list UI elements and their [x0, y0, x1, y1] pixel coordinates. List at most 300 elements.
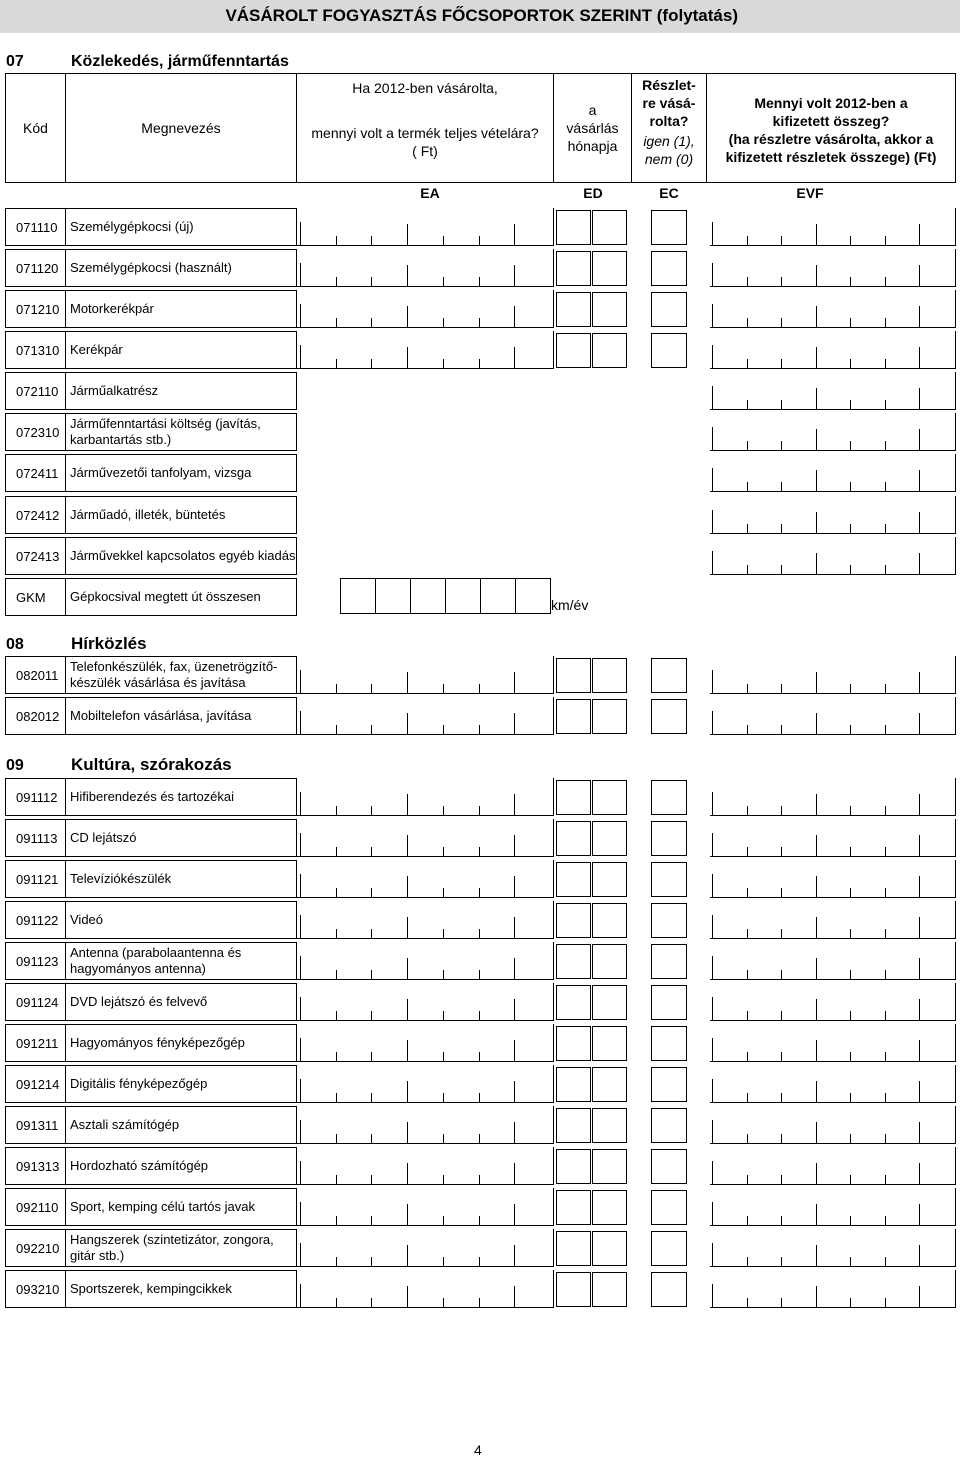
ea-tick: [514, 835, 515, 857]
evf-tick: [781, 806, 782, 816]
evf-tick: [816, 306, 817, 328]
ea-tick: [336, 1298, 337, 1308]
evf-tick: [919, 999, 920, 1021]
ec-input[interactable]: [651, 821, 687, 856]
km-input-digit[interactable]: [410, 578, 446, 614]
ec-input[interactable]: [651, 1067, 687, 1102]
ed-input-month-1[interactable]: [556, 862, 591, 897]
ea-tick: [407, 1163, 408, 1185]
ed-input-month-2[interactable]: [592, 292, 627, 327]
evf-tick: [781, 565, 782, 575]
ea-tick: [479, 970, 480, 980]
ec-input[interactable]: [651, 862, 687, 897]
ea-edge: [300, 915, 301, 939]
km-input-digit[interactable]: [480, 578, 516, 614]
evf-tick: [747, 888, 748, 898]
ec-input[interactable]: [651, 1026, 687, 1061]
ed-input-month-2[interactable]: [592, 1026, 627, 1061]
section-number-08: 08: [6, 636, 24, 653]
ed-input-month-2[interactable]: [592, 1108, 627, 1143]
ed-input-month-1[interactable]: [556, 1149, 591, 1184]
row-code-091123: 091123: [5, 942, 66, 980]
evf-tick: [747, 482, 748, 492]
row-name: Sport, kemping célú tartós javak: [70, 1199, 255, 1214]
ea-tick: [371, 1011, 372, 1021]
evf-tick: [816, 917, 817, 939]
evf-tick: [747, 684, 748, 694]
row-code-082012: 082012: [5, 697, 66, 735]
ea-tick: [514, 1245, 515, 1267]
ea-input[interactable]: [296, 697, 554, 735]
evf-edge: [712, 956, 713, 980]
ea-input[interactable]: [296, 901, 554, 939]
ea-tick: [371, 847, 372, 857]
row-name: Személygépkocsi (új): [70, 219, 194, 234]
ea-input[interactable]: [296, 1065, 554, 1103]
row-code-093210: 093210: [5, 1270, 66, 1308]
evf-tick: [816, 1122, 817, 1144]
ed-input-month-2[interactable]: [592, 821, 627, 856]
evf-edge: [712, 711, 713, 735]
ec-input[interactable]: [651, 944, 687, 979]
ec-input[interactable]: [651, 1108, 687, 1143]
ec-input[interactable]: [651, 699, 687, 734]
ea-input[interactable]: [296, 290, 554, 328]
evf-tick: [781, 684, 782, 694]
evf-edge: [712, 510, 713, 534]
ea-tick: [336, 1134, 337, 1144]
ed-input-month-1[interactable]: [556, 699, 591, 734]
row-name: Motorkerékpár: [70, 301, 154, 316]
evf-tick: [816, 835, 817, 857]
ed-input-month-1[interactable]: [556, 1231, 591, 1266]
row-code-082011: 082011: [5, 656, 66, 694]
row-code-071120: 071120: [5, 249, 66, 287]
ed-input-month-2[interactable]: [592, 985, 627, 1020]
column-code-ed: ED: [583, 185, 603, 201]
km-unit-label: km/év: [551, 597, 589, 613]
evf-tick: [850, 1093, 851, 1103]
evf-tick: [781, 1011, 782, 1021]
evf-tick: [850, 1216, 851, 1226]
ed-input-month-1[interactable]: [556, 1026, 591, 1061]
evf-tick: [747, 970, 748, 980]
ea-tick: [479, 725, 480, 735]
header-ea-bottom: mennyi volt a termék teljes vételára? ( Ft): [311, 125, 539, 159]
ec-input[interactable]: [651, 1190, 687, 1225]
evf-edge: [712, 1079, 713, 1103]
evf-tick: [781, 482, 782, 492]
ed-input-month-2[interactable]: [592, 1272, 627, 1307]
row-code-092210: 092210: [5, 1229, 66, 1267]
ec-input[interactable]: [651, 658, 687, 693]
evf-tick: [885, 1175, 886, 1185]
ed-input-month-2[interactable]: [592, 699, 627, 734]
evf-tick: [816, 224, 817, 246]
section-title-09: Kultúra, szórakozás: [71, 755, 232, 774]
km-input-digit[interactable]: [340, 578, 376, 614]
column-code-evf: EVF: [796, 185, 824, 201]
evf-tick: [885, 684, 886, 694]
ea-tick: [479, 929, 480, 939]
row-code-072110: 072110: [5, 372, 66, 410]
row-name: Járműfenntartási költség (javítás, karbantartás stb.): [70, 416, 261, 447]
header-ea-top: Ha 2012-ben vásárolta,: [352, 80, 498, 96]
ea-edge: [300, 997, 301, 1021]
ec-input[interactable]: [651, 780, 687, 815]
evf-tick: [919, 265, 920, 287]
ea-tick: [336, 277, 337, 287]
evf-tick: [816, 1245, 817, 1267]
row-name: Hagyományos fényképezőgép: [70, 1035, 245, 1050]
ed-input-month-2[interactable]: [592, 862, 627, 897]
km-input-digit[interactable]: [375, 578, 411, 614]
ec-input[interactable]: [651, 1231, 687, 1266]
ea-tick: [371, 725, 372, 735]
ed-input-month-2[interactable]: [592, 780, 627, 815]
evf-tick: [747, 929, 748, 939]
evf-tick: [781, 1298, 782, 1308]
ea-tick: [336, 970, 337, 980]
ea-tick: [479, 359, 480, 369]
ed-input-month-2[interactable]: [592, 333, 627, 368]
evf-tick: [747, 524, 748, 534]
evf-tick: [850, 236, 851, 246]
evf-tick: [816, 672, 817, 694]
evf-tick: [747, 400, 748, 410]
evf-tick: [919, 306, 920, 328]
ea-input[interactable]: [296, 983, 554, 1021]
evf-tick: [850, 359, 851, 369]
evf-tick: [919, 429, 920, 451]
ec-input[interactable]: [651, 903, 687, 938]
ea-input[interactable]: [296, 1024, 554, 1062]
row-name: Televíziókészülék: [70, 871, 172, 886]
ea-tick: [479, 1093, 480, 1103]
ea-input[interactable]: [296, 778, 554, 816]
evf-tick: [919, 1081, 920, 1103]
ea-tick: [336, 1011, 337, 1021]
ea-input[interactable]: [296, 1106, 554, 1144]
row-code-091121: 091121: [5, 860, 66, 898]
ea-input[interactable]: [296, 656, 554, 694]
evf-tick: [781, 277, 782, 287]
ea-tick: [336, 1093, 337, 1103]
ea-tick: [479, 1175, 480, 1185]
ea-tick: [336, 888, 337, 898]
ed-input-month-1[interactable]: [556, 210, 591, 245]
ed-input-month-1[interactable]: [556, 658, 591, 693]
ea-tick: [479, 888, 480, 898]
row-code-072412: 072412: [5, 496, 66, 534]
evf-tick: [850, 318, 851, 328]
evf-tick: [919, 672, 920, 694]
section-number-07: 07: [6, 53, 24, 70]
evf-tick: [885, 277, 886, 287]
ea-tick: [407, 1204, 408, 1226]
evf-tick: [816, 1286, 817, 1308]
ea-edge: [300, 1161, 301, 1185]
ed-input-month-1[interactable]: [556, 1272, 591, 1307]
ea-input[interactable]: [296, 331, 554, 369]
ec-input[interactable]: [651, 333, 687, 368]
evf-tick: [919, 1245, 920, 1267]
evf-tick: [919, 917, 920, 939]
ea-tick: [514, 876, 515, 898]
ec-input[interactable]: [651, 985, 687, 1020]
ea-tick: [407, 958, 408, 980]
row-name: Hordozható számítógép: [70, 1158, 209, 1173]
evf-tick: [747, 236, 748, 246]
ea-tick: [336, 318, 337, 328]
ea-tick: [514, 306, 515, 328]
ea-tick: [514, 958, 515, 980]
ea-tick: [371, 1093, 372, 1103]
ea-tick: [443, 888, 444, 898]
ea-tick: [407, 1122, 408, 1144]
ed-input-month-1[interactable]: [556, 903, 591, 938]
header-ed: a vásárlás hónapja: [553, 73, 632, 183]
evf-edge: [712, 222, 713, 246]
ed-input-month-2[interactable]: [592, 1067, 627, 1102]
row-name: Hangszerek (szintetizátor, zongora, gitár stb.): [70, 1232, 274, 1263]
ea-input[interactable]: [296, 819, 554, 857]
row-code-072310: 072310: [5, 413, 66, 451]
ea-edge: [300, 304, 301, 328]
km-input-digit[interactable]: [515, 578, 551, 614]
evf-edge: [712, 1120, 713, 1144]
evf-tick: [919, 958, 920, 980]
ed-input-month-1[interactable]: [556, 1190, 591, 1225]
ea-input[interactable]: [296, 249, 554, 287]
evf-tick: [781, 1257, 782, 1267]
ea-input[interactable]: [296, 1188, 554, 1226]
ea-tick: [407, 713, 408, 735]
evf-edge: [712, 427, 713, 451]
ea-tick: [443, 236, 444, 246]
ea-edge: [300, 1038, 301, 1062]
row-name: Telefonkészülék, fax, üzenetrögzítő-készülék vásárlása és javítása: [70, 659, 278, 690]
evf-tick: [747, 565, 748, 575]
km-input-digit[interactable]: [445, 578, 481, 614]
ea-edge: [300, 792, 301, 816]
ea-tick: [479, 847, 480, 857]
evf-tick: [885, 1093, 886, 1103]
evf-tick: [816, 553, 817, 575]
evf-tick: [919, 1163, 920, 1185]
evf-tick: [816, 794, 817, 816]
ea-tick: [371, 888, 372, 898]
ea-tick: [371, 684, 372, 694]
section-title-08: Hírközlés: [71, 634, 147, 653]
ea-tick: [514, 265, 515, 287]
row-name: Járműadó, illeték, büntetés: [70, 507, 226, 522]
ea-tick: [514, 917, 515, 939]
evf-tick: [919, 1122, 920, 1144]
ed-input-month-2[interactable]: [592, 1231, 627, 1266]
evf-tick: [747, 1134, 748, 1144]
row-code-091214: 091214: [5, 1065, 66, 1103]
evf-tick: [781, 400, 782, 410]
evf-tick: [850, 929, 851, 939]
ea-tick: [407, 224, 408, 246]
ea-tick: [443, 929, 444, 939]
header-evf-question: Mennyi volt 2012-ben a kifizetett összeg?: [754, 95, 908, 129]
evf-edge: [712, 1038, 713, 1062]
evf-tick: [850, 684, 851, 694]
ed-input-month-1[interactable]: [556, 1108, 591, 1143]
evf-edge: [712, 833, 713, 857]
evf-edge: [712, 1202, 713, 1226]
ec-input[interactable]: [651, 292, 687, 327]
ea-edge: [300, 263, 301, 287]
header-megnevezes: Megnevezés: [65, 73, 297, 183]
evf-tick: [885, 888, 886, 898]
row-code-091113: 091113: [5, 819, 66, 857]
ec-input[interactable]: [651, 251, 687, 286]
evf-tick: [919, 388, 920, 410]
ea-edge: [300, 1284, 301, 1308]
evf-tick: [885, 970, 886, 980]
ed-input-month-1[interactable]: [556, 292, 591, 327]
ed-input-month-2[interactable]: [592, 903, 627, 938]
evf-tick: [919, 224, 920, 246]
column-code-ec: EC: [659, 185, 679, 201]
row-name: Járművezetői tanfolyam, vizsga: [70, 465, 252, 480]
evf-tick: [919, 470, 920, 492]
ea-edge: [300, 1202, 301, 1226]
ea-tick: [407, 265, 408, 287]
ea-tick: [371, 1298, 372, 1308]
ea-tick: [443, 1216, 444, 1226]
ea-input[interactable]: [296, 1270, 554, 1308]
evf-tick: [885, 318, 886, 328]
ed-input-month-2[interactable]: [592, 944, 627, 979]
ec-input[interactable]: [651, 1149, 687, 1184]
evf-tick: [781, 1134, 782, 1144]
evf-edge: [712, 792, 713, 816]
ed-input-month-1[interactable]: [556, 251, 591, 286]
ed-input-month-1[interactable]: [556, 1067, 591, 1102]
evf-edge: [712, 997, 713, 1021]
ea-tick: [443, 725, 444, 735]
section-number-09: 09: [6, 757, 24, 774]
ea-tick: [443, 806, 444, 816]
evf-edge: [712, 874, 713, 898]
row-name: Asztali számítógép: [70, 1117, 180, 1132]
ea-tick: [407, 1286, 408, 1308]
ea-tick: [371, 1257, 372, 1267]
evf-tick: [885, 482, 886, 492]
ea-input[interactable]: [296, 208, 554, 246]
evf-tick: [885, 1298, 886, 1308]
ec-input[interactable]: [651, 210, 687, 245]
ea-tick: [371, 1216, 372, 1226]
ea-tick: [514, 794, 515, 816]
ea-tick: [443, 1175, 444, 1185]
ec-input[interactable]: [651, 1272, 687, 1307]
evf-tick: [885, 929, 886, 939]
ea-tick: [371, 1052, 372, 1062]
evf-tick: [781, 847, 782, 857]
ea-tick: [336, 725, 337, 735]
evf-tick: [781, 1216, 782, 1226]
ea-tick: [371, 1175, 372, 1185]
ea-tick: [371, 1134, 372, 1144]
header-evf: [706, 73, 956, 183]
ea-tick: [336, 1052, 337, 1062]
ea-input[interactable]: [296, 942, 554, 980]
ea-tick: [407, 1040, 408, 1062]
ea-edge: [300, 1079, 301, 1103]
evf-tick: [885, 1216, 886, 1226]
row-code-GKM: GKM: [5, 578, 66, 616]
ea-tick: [443, 359, 444, 369]
section-title-07: Közlekedés, járműfenntartás: [71, 53, 289, 70]
ed-input-month-2[interactable]: [592, 1149, 627, 1184]
evf-tick: [747, 1175, 748, 1185]
evf-tick: [781, 441, 782, 451]
row-code-091112: 091112: [5, 778, 66, 816]
ed-input-month-2[interactable]: [592, 251, 627, 286]
evf-tick: [919, 1286, 920, 1308]
ed-input-month-1[interactable]: [556, 944, 591, 979]
ea-tick: [371, 318, 372, 328]
evf-tick: [747, 1011, 748, 1021]
row-code-072413: 072413: [5, 537, 66, 575]
ed-input-month-1[interactable]: [556, 780, 591, 815]
ea-input[interactable]: [296, 1229, 554, 1267]
ea-tick: [407, 347, 408, 369]
row-name: Személygépkocsi (használt): [70, 260, 232, 275]
evf-tick: [850, 524, 851, 534]
evf-tick: [816, 1163, 817, 1185]
evf-tick: [919, 835, 920, 857]
ed-input-month-2[interactable]: [592, 1190, 627, 1225]
row-name: Járművekkel kapcsolatos egyéb kiadás: [70, 548, 296, 563]
evf-tick: [781, 359, 782, 369]
evf-tick: [919, 794, 920, 816]
ed-input-month-1[interactable]: [556, 985, 591, 1020]
ea-tick: [336, 847, 337, 857]
column-code-ea: EA: [420, 185, 440, 201]
evf-tick: [816, 1204, 817, 1226]
evf-tick: [850, 1257, 851, 1267]
ed-input-month-1[interactable]: [556, 821, 591, 856]
ea-tick: [479, 318, 480, 328]
ea-tick: [407, 835, 408, 857]
evf-tick: [816, 876, 817, 898]
ea-tick: [407, 1245, 408, 1267]
evf-tick: [816, 1081, 817, 1103]
evf-tick: [816, 388, 817, 410]
ea-tick: [407, 876, 408, 898]
ea-input[interactable]: [296, 1147, 554, 1185]
ea-tick: [479, 806, 480, 816]
ea-edge: [300, 833, 301, 857]
evf-tick: [885, 565, 886, 575]
evf-tick: [816, 512, 817, 534]
ed-input-month-2[interactable]: [592, 210, 627, 245]
ed-input-month-2[interactable]: [592, 658, 627, 693]
ea-edge: [300, 222, 301, 246]
ea-input[interactable]: [296, 860, 554, 898]
ea-edge: [300, 874, 301, 898]
evf-tick: [747, 1257, 748, 1267]
evf-tick: [816, 958, 817, 980]
ed-input-month-1[interactable]: [556, 333, 591, 368]
ea-edge: [300, 345, 301, 369]
